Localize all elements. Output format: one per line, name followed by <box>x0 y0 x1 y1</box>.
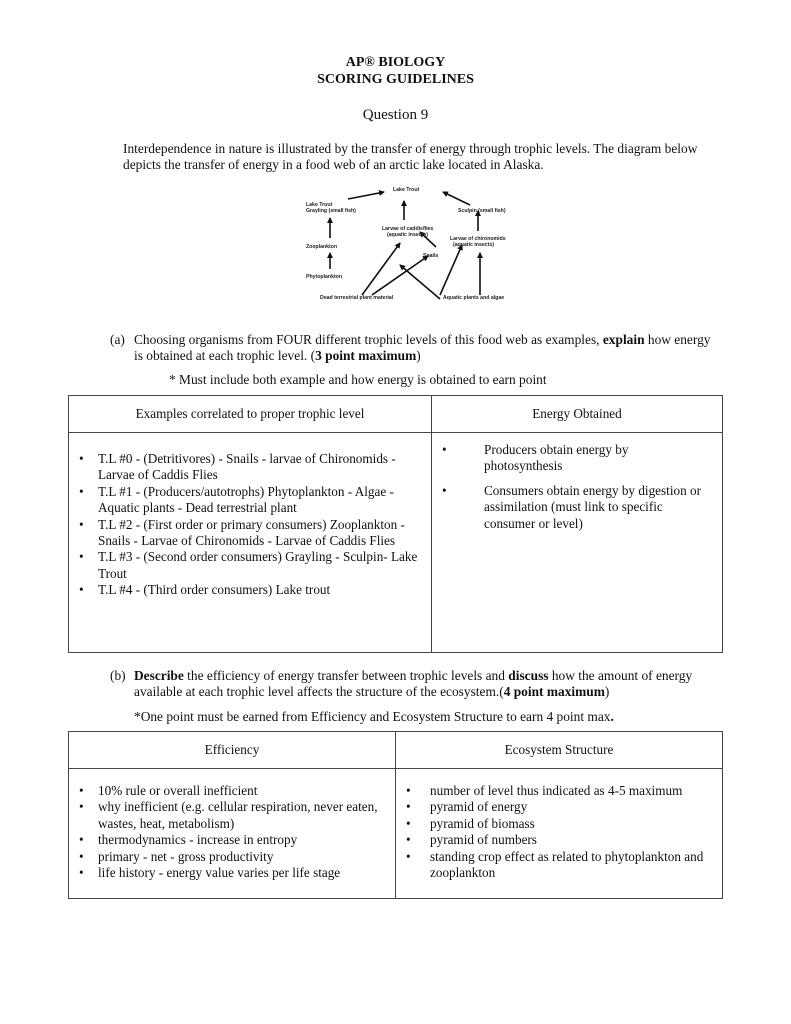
list-item: • pyramid of numbers <box>396 832 710 848</box>
list-item: • Consumers obtain energy by digestion or assimilation (must link to specific consumer or level) <box>432 483 708 532</box>
node-aquatic-plants: Aquatic plants and algae <box>443 295 505 301</box>
part-a-label: (a) <box>110 332 125 347</box>
arrow-dead-to-snails <box>372 256 428 295</box>
list-item: • primary - net - gross productivity <box>69 849 381 865</box>
part-a-prompt: Choosing organisms from FOUR different trophic levels of this food web as examples, explain how energy is obtained at each trophic level. (3 point maximum) <box>134 332 711 363</box>
list-item: • thermodynamics - increase in entropy <box>69 832 381 848</box>
node-sculpin: Sculpin (small fish) <box>458 208 506 214</box>
list-item: • T.L #0 - (Detritivores) - Snails - larvae of Chironomids - Larvae of Caddis Flies <box>69 451 423 484</box>
header-line-2: SCORING GUIDELINES <box>317 72 474 87</box>
part-a-table <box>68 395 723 653</box>
node-lake-trout-grayling: Lake Trout <box>306 202 333 208</box>
list-item: • why inefficient (e.g. cellular respiration, never eaten, wastes, heat, metabolism) <box>69 799 381 832</box>
list-item: • T.L #2 - (First order or primary consumers) Zooplankton - Snails - Larvae of Chironomids - Larvae of Caddis Flies <box>69 517 423 550</box>
header-line-1: AP® BIOLOGY <box>345 55 446 70</box>
part-b-note: *One point must be earned from Efficiency and Ecosystem Structure to earn 4 point max. <box>134 709 614 724</box>
part-b-structure-list <box>396 783 722 881</box>
list-item: • 10% rule or overall inefficient <box>69 783 381 799</box>
node-caddisflies-sub: (aquatic insects) <box>387 232 428 238</box>
intro-paragraph: Interdependence in nature is illustrated by the transfer of energy through trophic levels. The diagram below depicts the transfer of energy in a food web of an arctic lake located in Alaska. <box>123 141 698 172</box>
list-item: • T.L #1 - (Producers/autotrophs) Phytoplankton - Algae - Aquatic plants - Dead terrestrial plant <box>69 484 423 517</box>
part-a-col2-header: Energy Obtained <box>432 396 723 433</box>
list-item: • standing crop effect as related to phytoplankton and zooplankton <box>396 849 710 882</box>
part-b-prompt: Describe the efficiency of energy transfer between trophic levels and discuss how the amount of energy available at each trophic level affects the structure of the ecosystem.(4 point maximum) <box>134 668 693 699</box>
list-item: • life history - energy value varies per life stage <box>69 865 381 881</box>
part-b-label: (b) <box>110 668 126 683</box>
part-b-col2-header: Ecosystem Structure <box>396 732 723 769</box>
part-b-efficiency-list <box>69 783 395 881</box>
part-a-energy-list <box>432 442 722 532</box>
part-a-examples-list <box>69 451 431 599</box>
part-a-col1-header: Examples correlated to proper trophic level <box>69 396 432 433</box>
arrow-aquatic-to-chiro <box>440 245 462 295</box>
node-chironomids: Larvae of chironomids <box>450 236 506 242</box>
arrow-sculpin-to-trout <box>443 192 470 205</box>
node-lake-trout: Lake Trout <box>393 187 420 193</box>
node-zooplankton: Zooplankton <box>306 244 338 250</box>
part-b-col1-header: Efficiency <box>69 732 396 769</box>
node-caddisflies: Larvae of caddisflies <box>382 226 434 232</box>
list-item: • T.L #4 - (Third order consumers) Lake trout <box>69 582 423 598</box>
arrow-grayling-to-trout <box>348 192 384 199</box>
node-chironomids-sub: (aquatic insects) <box>453 242 494 248</box>
list-item: • number of level thus indicated as 4-5 maximum <box>396 783 710 799</box>
part-b-table <box>68 731 723 899</box>
node-phytoplankton: Phytoplankton <box>306 274 343 280</box>
arrow-aquatic-to-deadside <box>400 265 440 299</box>
list-item: • pyramid of energy <box>396 799 710 815</box>
node-grayling: Grayling (small fish) <box>306 208 356 214</box>
list-item: • Producers obtain energy by photosynthesis <box>432 442 708 475</box>
node-dead-plant: Dead terrestrial plant material <box>320 295 394 301</box>
part-a-note: * Must include both example and how energy is obtained to earn point <box>169 372 547 387</box>
node-snails: Snails <box>423 253 439 259</box>
question-title: Question 9 <box>362 107 429 123</box>
list-item: • pyramid of biomass <box>396 816 710 832</box>
list-item: • T.L #3 - (Second order consumers) Grayling - Sculpin- Lake Trout <box>69 549 423 582</box>
food-web-diagram <box>300 185 515 307</box>
arrow-dead-to-caddis <box>362 243 400 295</box>
